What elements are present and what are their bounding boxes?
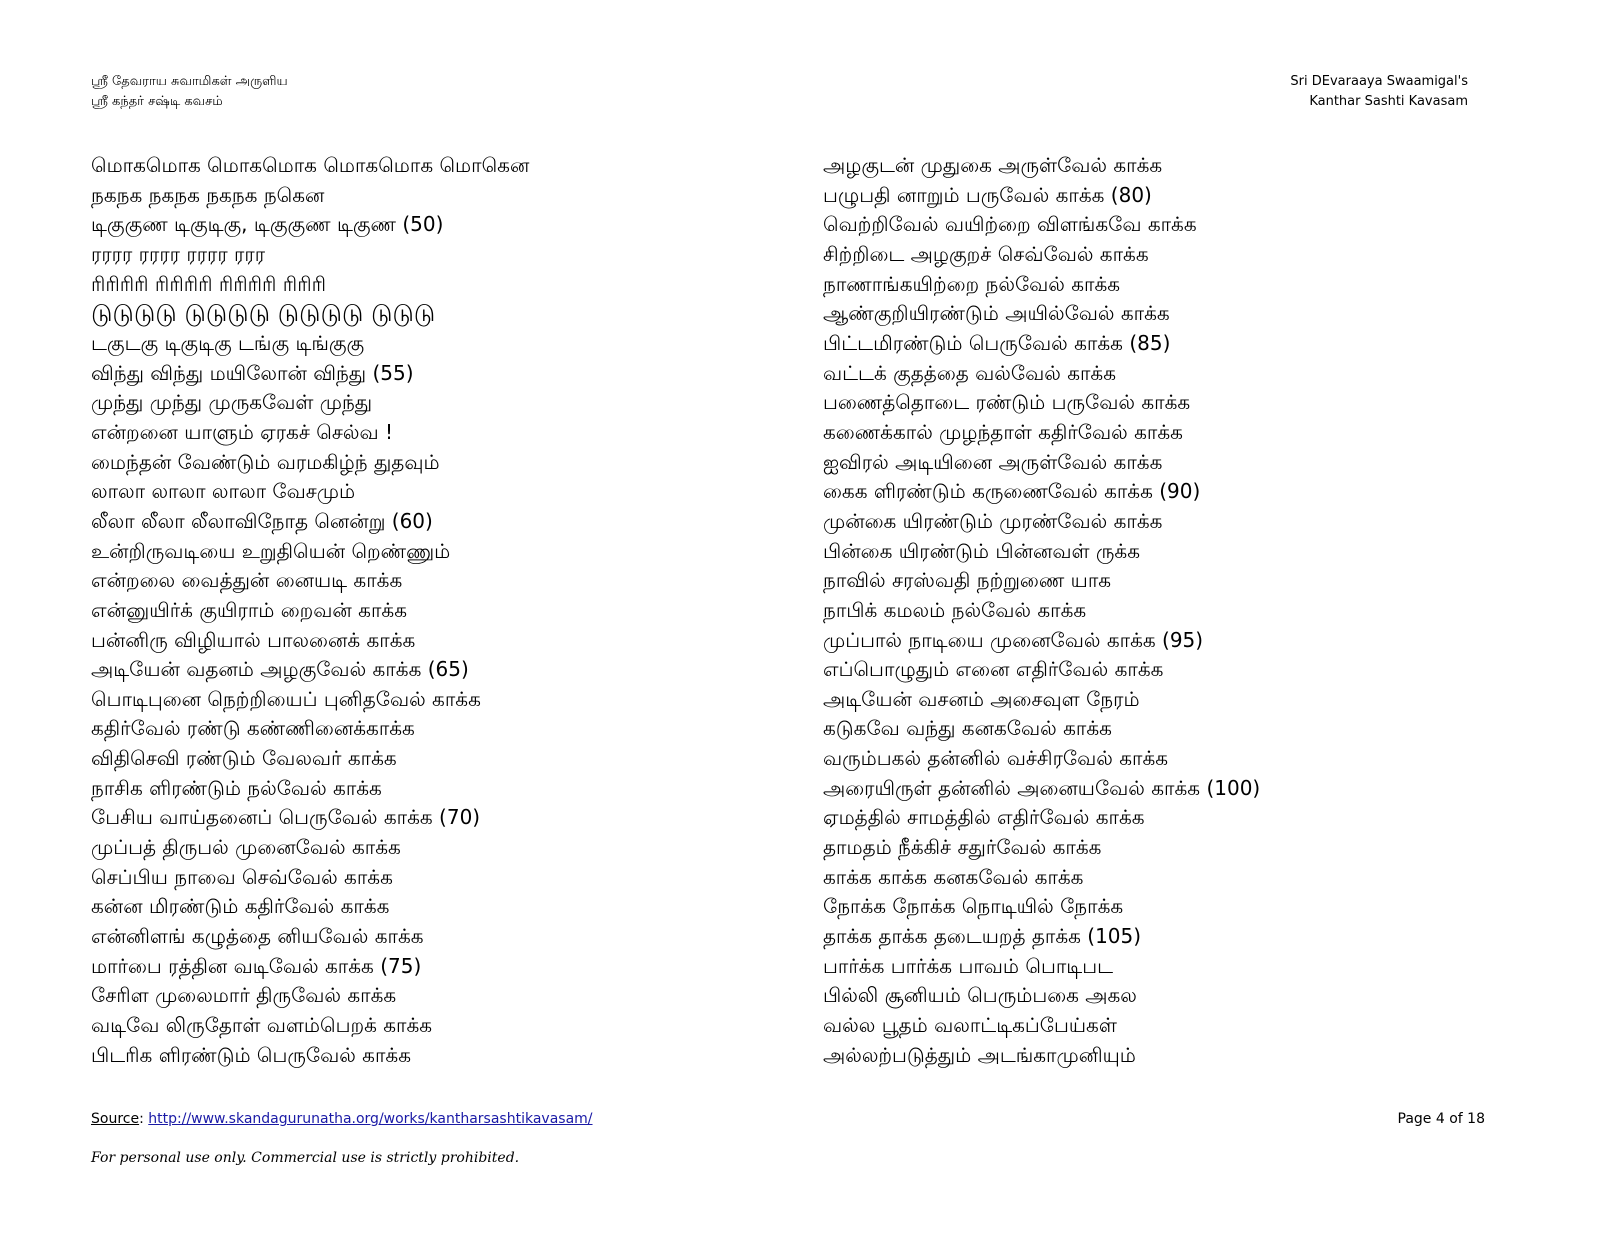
verse-line: மொகமொக மொகமொக மொகமொக மொகென [91,153,530,177]
source-label: Source [91,1111,140,1127]
verse-line: உன்றிருவடியை உறுதியென் றெண்ணும் [91,538,451,563]
source-colon: : [139,1111,144,1127]
verse-line: ஏமத்தில் சாமத்தில் எதிர்வேல் காக்க [823,805,1145,830]
verse-line: வெற்றிவேல் வயிற்றை விளங்கவே காக்க [823,212,1197,237]
verse-line: பொடிபுனை நெற்றியைப் புனிதவேல் காக்க [91,686,481,711]
verse-line: நாணாங்கயிற்றை நல்வேல் காக்க [823,271,1121,296]
verse-line: ஆண்குறியிரண்டும் அயில்வேல் காக்க [823,301,1170,326]
verse-line: அடியேன் வதனம் அழகுவேல் காக்க (65) [91,657,469,682]
verse-line: டிகுகுண டிகுடிகு, டிகுகுண டிகுண (50) [91,212,444,237]
verse-line: எப்பொழுதும் எனை எதிர்வேல் காக்க [823,657,1164,682]
verse-line: கதிர்வேல் ரண்டு கண்ணினைக்காக்க [91,716,415,741]
verse-line: வட்டக் குதத்தை வல்வேல் காக்க [823,360,1117,385]
verse-line: தாக்க தாக்க தடையறத் தாக்க (105) [823,924,1142,949]
verse-line: என்றலை வைத்துன் னையடி காக்க [91,568,403,593]
verse-line: அழகுடன் முதுகை அருள்வேல் காக்க [823,153,1163,177]
verse-line: செப்பிய நாவை செவ்வேல் காக்க [91,864,393,889]
header-tamil-title [91,72,288,112]
verse-line: லாலா லாலா லாலா வேசமும் [91,479,356,504]
verse-line: அல்லற்படுத்தும் அடங்காமுனியும் [823,1042,1136,1067]
verse-line: விதிசெவி ரண்டும் வேலவர் காக்க [91,746,397,771]
verse-line: முந்து முந்து முருகவேள் முந்து [91,390,373,415]
verse-line: பேசிய வாய்தனைப் பெருவேல் காக்க (70) [91,805,481,830]
page-number: Page 4 of 18 [1397,1111,1485,1127]
verse-line: பிட்டமிரண்டும் பெருவேல் காக்க (85) [823,330,1171,355]
header-english-title [1290,72,1468,112]
verse-line: நாபிக் கமலம் நல்வேல் காக்க [823,597,1087,622]
verse-line: நகநக நகநக நகநக நகென [91,182,325,207]
verse-line: தாமதம் நீக்கிச் சதுர்வேல் காக்க [823,835,1102,860]
verse-line: முப்பால் நாடியை முனைவேல் காக்க (95) [823,627,1204,652]
verse-line: அரையிருள் தன்னில் அனையவேல் காக்க (100) [823,775,1261,800]
verse-line: பிடரிக ளிரண்டும் பெருவேல் காக்க [91,1042,412,1067]
verse-line: என்றனை யாளும் ஏரகச் செல்வ ! [91,419,394,444]
verse-line: பார்க்க பார்க்க பாவம் பொடிபட [823,953,1113,978]
verse-line: கைக ளிரண்டும் கருணைவேல் காக்க (90) [823,479,1201,504]
verse-line: வடிவே லிருதோள் வளம்பெறக் காக்க [91,1013,433,1038]
verse-line: பன்னிரு விழியால் பாலனைக் காக்க [91,627,416,652]
source-line [91,1111,593,1127]
verse-line: மார்பை ரத்தின வடிவேல் காக்க (75) [91,953,422,978]
verse-line: என்னிளங் கழுத்தை னியவேல் காக்க [91,924,424,949]
verse-line: நோக்க நோக்க நொடியில் நோக்க [823,894,1124,919]
verse-line: முப்பத் திருபல் முனைவேல் காக்க [91,835,401,860]
verse-line: சிற்றிடை அழகுறச் செவ்வேல் காக்க [823,241,1149,266]
verse-column-right [823,151,1260,1070]
verse-line: பின்கை யிரண்டும் பின்னவள் ருக்க [823,538,1141,563]
verse-line: அடியேன் வசனம் அசைவுள நேரம் [823,686,1140,711]
verse-line: ஐவிரல் அடியினை அருள்வேல் காக்க [823,449,1163,474]
verse-line: ரிரிரிரி ரிரிரிரி ரிரிரிரி ரிரிரி [91,271,326,296]
header-tamil-line-2: ஸ்ரீ கந்தர் சஷ்டி கவசம் [91,94,223,109]
header-tamil-line-1: ஸ்ரீ தேவராய சுவாமிகள் அருளிய [91,74,288,89]
verse-line: மைந்தன் வேண்டும் வரமகிழ்ந் துதவும் [91,449,440,474]
verse-line: விந்து விந்து மயிலோன் விந்து (55) [91,360,414,385]
verse-line: வரும்பகல் தன்னில் வச்சிரவேல் காக்க [823,746,1169,771]
verse-line: நாசிக ளிரண்டும் நல்வேல் காக்க [91,775,382,800]
usage-disclaimer: For personal use only. Commercial use is strictly prohibited. [91,1150,520,1166]
verse-line: லீலா லீலா லீலாவிநோத னென்று (60) [91,508,433,533]
verse-line: கன்ன மிரண்டும் கதிர்வேல் காக்க [91,894,390,919]
verse-line: நாவில் சரஸ்வதி நற்றுணை யாக [823,568,1112,593]
verse-line: முன்கை யிரண்டும் முரண்வேல் காக்க [823,508,1163,533]
verse-line: பணைத்தொடை ரண்டும் பருவேல் காக்க [823,390,1191,415]
verse-column-left [91,151,529,1070]
verse-line: வல்ல பூதம் வலாட்டிகப்பேய்கள் [823,1013,1117,1038]
verse-line: காக்க காக்க கனகவேல் காக்க [823,864,1084,889]
verse-line: கடுகவே வந்து கனகவேல் காக்க [823,716,1112,741]
verse-line: கணைக்கால் முழந்தாள் கதிர்வேல் காக்க [823,419,1183,444]
verse-line: என்னுயிர்க் குயிராம் றைவன் காக்க [91,597,408,622]
verse-line: ரரரர ரரரர ரரரர ரரர [91,241,266,266]
verse-line: டுடுடுடு டுடுடுடு டுடுடுடு டுடுடு [91,299,436,328]
verse-line: பில்லி சூனியம் பெரும்பகை அகல [823,983,1137,1008]
header-english-line-1: Sri DEvaraaya Swaamigal's [1290,74,1468,89]
verse-line: சேரிள முலைமார் திருவேல் காக்க [91,983,397,1008]
verse-line: பழுபதி னாறும் பருவேல் காக்க (80) [823,182,1152,207]
header-english-line-2: Kanthar Sashti Kavasam [1309,94,1468,109]
verse-line: டகுடகு டிகுடிகு டங்கு டிங்குகு [91,330,365,355]
source-link[interactable]: http://www.skandagurunatha.org/works/kantharsashtikavasam/ [148,1111,593,1127]
